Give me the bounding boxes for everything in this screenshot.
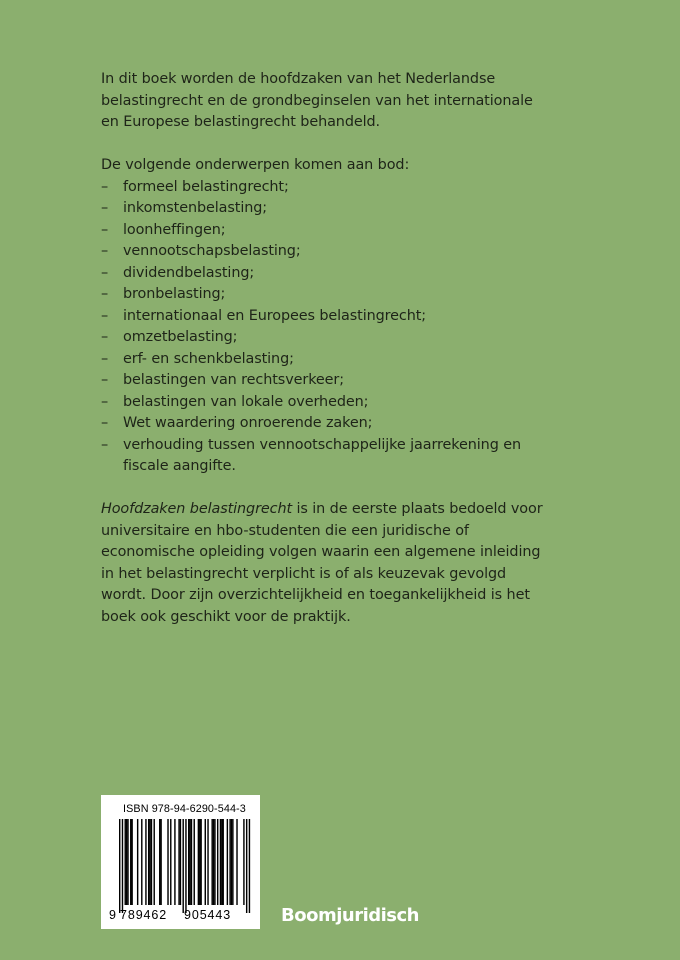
- barcode-bar-52: [191, 819, 192, 905]
- barcode-bar-46: [182, 819, 183, 913]
- list-item: – verhouding tussen vennootschappelijke jaarrekening en fiscale aangifte.: [101, 435, 551, 478]
- barcode-bar-23: [151, 819, 152, 905]
- list-item: – omzetbelasting;: [101, 327, 551, 349]
- barcode-bar-69: [214, 819, 215, 905]
- barcode-bar-51: [189, 819, 190, 905]
- barcode-bar-71: [217, 819, 218, 905]
- barcode-digit-first: 9: [109, 908, 116, 922]
- barcode-bar-68: [213, 819, 214, 905]
- barcode-bar-22: [149, 819, 150, 905]
- barcode-bar-54: [194, 819, 195, 905]
- barcode-bar-4: [125, 819, 126, 905]
- description-body: is in de eerste plaats bedoeld voor universitaire en hbo-studenten die een juridische of economische opleiding volgen waarin een algemene inleiding in het belastingrecht verplicht is of als keuzevak gevolgd wordt. Door zijn overzichtelijkheid en toegankelijkheid is het boek ook geschikt voor de praktijk.: [101, 501, 543, 625]
- barcode-bar-16: [141, 819, 142, 905]
- barcode-bar-35: [167, 819, 168, 905]
- isbn-barcode: [101, 795, 260, 929]
- barcode-digits: [109, 908, 255, 924]
- barcode-bar-0: [119, 819, 120, 913]
- barcode-bar-78: [227, 819, 228, 905]
- description-paragraph: [101, 499, 551, 628]
- barcode-bar-50: [188, 819, 189, 905]
- barcode-bar-30: [160, 819, 161, 905]
- barcode-bar-43: [178, 819, 179, 905]
- barcode-bar-40: [174, 819, 175, 905]
- barcode-icon: [109, 819, 255, 915]
- back-cover-text: [101, 69, 551, 628]
- topics-list: [101, 177, 551, 478]
- barcode-bar-58: [199, 819, 200, 905]
- barcode-bar-37: [170, 819, 171, 905]
- barcode-bar-74: [221, 819, 222, 905]
- list-item: – inkomstenbelasting;: [101, 198, 551, 220]
- list-item: – erf- en schenkbelasting;: [101, 349, 551, 371]
- barcode-bar-44: [180, 819, 181, 905]
- barcode-bar-67: [211, 819, 212, 905]
- barcode-bar-25: [154, 819, 155, 905]
- list-item: – belastingen van rechtsverkeer;: [101, 370, 551, 392]
- barcode-bar-62: [205, 819, 206, 905]
- barcode-bar-19: [145, 819, 146, 905]
- barcode-bar-5: [126, 819, 127, 905]
- barcode-bar-90: [243, 819, 244, 905]
- intro-paragraph: In dit boek worden de hoofdzaken van het Nederlandse belastingrecht en de grondbeginselen van het internationale en Europese belastingrecht behandeld.: [101, 71, 533, 130]
- barcode-bar-13: [137, 819, 138, 905]
- barcode-bar-8: [130, 819, 131, 905]
- list-item: – formeel belastingrecht;: [101, 177, 551, 199]
- publisher-logo: Boomjuridisch: [281, 905, 419, 926]
- barcode-bar-59: [200, 819, 201, 905]
- barcode-bar-29: [159, 819, 160, 905]
- barcode-bar-21: [148, 819, 149, 905]
- list-item: – belastingen van lokale overheden;: [101, 392, 551, 414]
- barcode-bar-82: [232, 819, 233, 905]
- barcode-bar-64: [207, 819, 208, 905]
- barcode-bar-48: [185, 819, 186, 913]
- list-item: – Wet waardering onroerende zaken;: [101, 413, 551, 435]
- barcode-bar-92: [246, 819, 247, 913]
- barcode-bar-94: [249, 819, 250, 913]
- topics-heading: De volgende onderwerpen komen aan bod:: [101, 157, 410, 173]
- list-item: – loonheffingen;: [101, 220, 551, 242]
- barcode-bar-57: [198, 819, 199, 905]
- barcode-digits-left: 789462: [120, 908, 168, 922]
- barcode-bar-6: [127, 819, 128, 905]
- list-item: – vennootschapsbelasting;: [101, 241, 551, 263]
- barcode-bar-81: [231, 819, 232, 905]
- barcode-bar-85: [236, 819, 237, 905]
- barcode-bar-80: [229, 819, 230, 905]
- book-title: Hoofdzaken belastingrecht: [101, 501, 293, 517]
- list-item: – dividendbelasting;: [101, 263, 551, 285]
- barcode-bar-73: [220, 819, 221, 905]
- barcode-digits-right: 905443: [184, 908, 232, 922]
- isbn-label: ISBN 978-94-6290-544-3: [123, 803, 246, 815]
- list-item: – internationaal en Europees belastingrecht;: [101, 306, 551, 328]
- barcode-bar-2: [122, 819, 123, 913]
- barcode-bar-75: [223, 819, 224, 905]
- list-item: – bronbelasting;: [101, 284, 551, 306]
- barcode-bar-9: [131, 819, 132, 905]
